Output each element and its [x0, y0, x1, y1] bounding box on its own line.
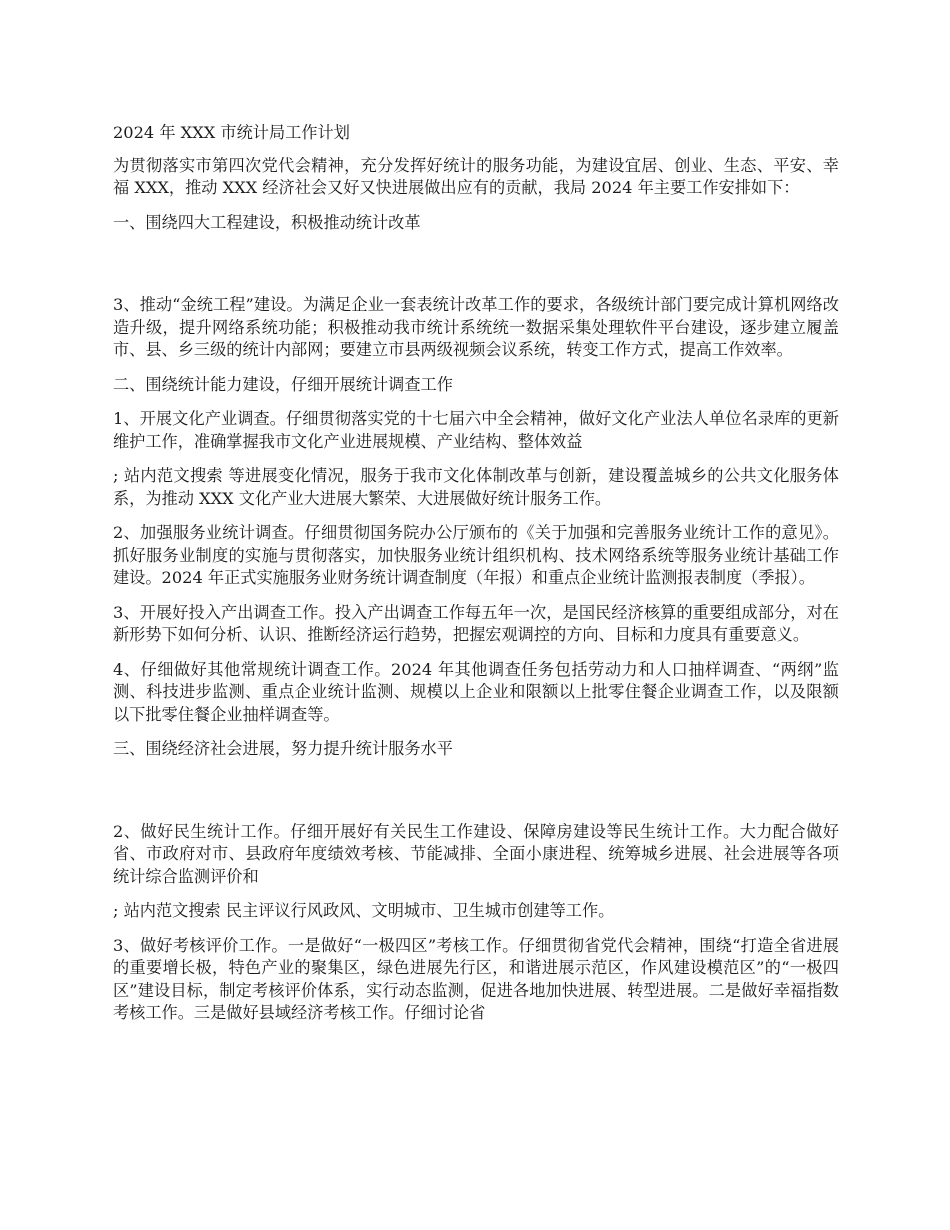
paragraph-culture-industry-survey: 1、开展文化产业调查。仔细贯彻落实党的十七届六中全会精神，做好文化产业法人单位名录库的更新维护工作，准确掌握我市文化产业进展规模、产业结构、整体效益: [113, 409, 839, 451]
paragraph-livelihood-continued: ; 站内范文搜索 民主评议行风政风、文明城市、卫生城市创建等工作。: [113, 901, 615, 920]
paragraph-input-output-survey: 3、开展好投入产出调查工作。投入产出调查工作每五年一次，是国民经济核算的重要组成部分，对在新形势下如何分析、认识、推断经济运行趋势，把握宏观调控的方向、目标和力度具有重要意义。: [113, 602, 839, 644]
blank-gap: [113, 773, 839, 821]
blank-gap: [113, 246, 839, 294]
document-title: 2024 年 XXX 市统计局工作计划: [113, 123, 350, 142]
paragraph-assessment-evaluation: 3、做好考核评价工作。一是做好“一极四区”考核工作。仔细贯彻省党代会精神，围绕“打造全省进展的重要增长极，特色产业的聚集区，绿色进展先行区，和谐进展示范区，作风建设模范区”的“一极四区”建设目标，制定考核评价体系，实行动态监测，促进各地加快进展、转型进展。二是做好幸福指数考核工作。三是做好县域经济考核工作。仔细讨论省: [113, 935, 839, 1022]
paragraph-routine-surveys: 4、仔细做好其他常规统计调查工作。2024 年其他调查任务包括劳动力和人口抽样调查、“两纲”监测、科技进步监测、重点企业统计监测、规模以上企业和限额以上批零住餐企业调查工作，以及限额以下批零住餐企业抽样调查等。: [113, 659, 839, 724]
paragraph-livelihood-statistics: 2、做好民生统计工作。仔细开展好有关民生工作建设、保障房建设等民生统计工作。大力配合做好省、市政府对市、县政府年度绩效考核、节能减排、全面小康进程、统筹城乡进展、社会进展等各项统计综合监测评价和: [113, 821, 839, 886]
paragraph-service-industry-survey: 2、加强服务业统计调查。仔细贯彻国务院办公厅颁布的《关于加强和完善服务业统计工作的意见》。抓好服务业制度的实施与贯彻落实，加快服务业统计组织机构、技术网络系统等服务业统计基础工作建设。2024 年正式实施服务业财务统计调查制度（年报）和重点企业统计监测报表制度（季报）。: [113, 523, 839, 587]
paragraph-culture-industry-continued: ; 站内范文搜索 等进展变化情况，服务于我市文化体制改革与创新，建设覆盖城乡的公共文化服务体系，为推动 XXX 文化产业大进展大繁荣、大进展做好统计服务工作。: [113, 466, 839, 508]
paragraph-golden-statistics-project: 3、推动“金统工程”建设。为满足企业一套表统计改革工作的要求，各级统计部门要完成计算机网络改造升级，提升网络系统功能；积极推动我市统计系统统一数据采集处理软件平台建设，逐步建立履盖市、县、乡三级的统计内部网；要建立市县两级视频会议系统，转变工作方式，提高工作效率。: [113, 295, 839, 359]
document-body: [113, 122, 839, 1037]
intro-paragraph: 为贯彻落实市第四次党代会精神，充分发挥好统计的服务功能，为建设宜居、创业、生态、平安、幸福 XXX，推动 XXX 经济社会又好又快进展做出应有的贡献，我局 2024 年主要工作安排如下：: [113, 155, 839, 197]
section-heading-3: 三、围绕经济社会进展，努力提升统计服务水平: [113, 739, 453, 758]
section-heading-2: 二、围绕统计能力建设，仔细开展统计调查工作: [113, 374, 453, 394]
section-heading-1: 一、围绕四大工程建设，积极推动统计改革: [113, 212, 421, 232]
